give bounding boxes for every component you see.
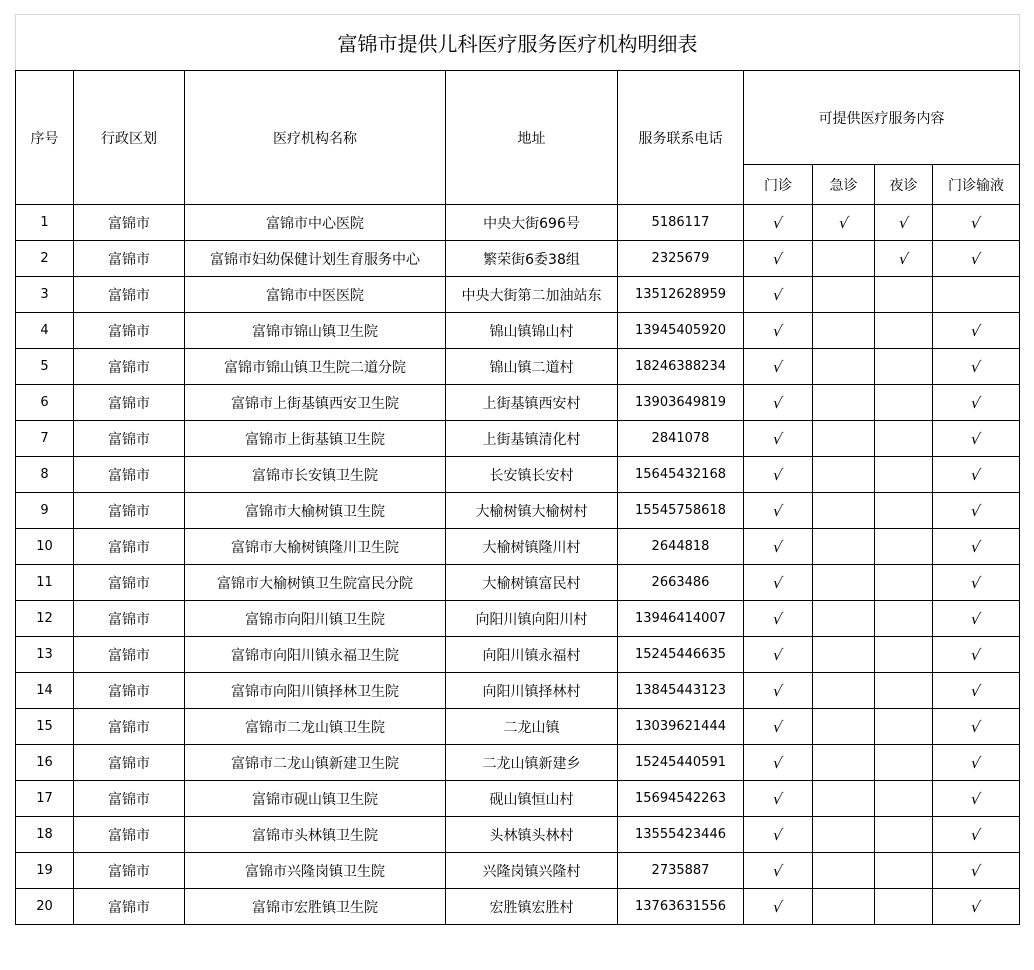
cell-night [875, 637, 933, 673]
cell-infusion [933, 205, 1020, 241]
cell-emergency [813, 421, 875, 457]
cell-institution-name: 富锦市向阳川镇卫生院 [185, 601, 446, 637]
cell-emergency [813, 349, 875, 385]
cell-institution-name: 富锦市上街基镇卫生院 [185, 421, 446, 457]
cell-district: 富锦市 [74, 853, 185, 889]
cell-district: 富锦市 [74, 781, 185, 817]
cell-institution-name: 富锦市大榆树镇卫生院富民分院 [185, 565, 446, 601]
cell-emergency [813, 277, 875, 313]
cell-institution-name: 富锦市妇幼保健计划生育服务中心 [185, 241, 446, 277]
cell-address: 锦山镇锦山村 [446, 313, 618, 349]
table-row [16, 349, 1020, 385]
cell-night [875, 709, 933, 745]
cell-district: 富锦市 [74, 313, 185, 349]
check-mark-icon: √ [969, 897, 983, 916]
cell-address: 上街基镇清化村 [446, 421, 618, 457]
cell-emergency [813, 709, 875, 745]
cell-outpatient [744, 493, 813, 529]
cell-address: 上街基镇西安村 [446, 385, 618, 421]
check-mark-icon: √ [771, 573, 785, 592]
cell-district: 富锦市 [74, 709, 185, 745]
cell-infusion [933, 349, 1020, 385]
header-outpatient: 门诊 [744, 165, 813, 205]
cell-emergency [813, 457, 875, 493]
cell-address: 二龙山镇新建乡 [446, 745, 618, 781]
cell-seq: 4 [16, 313, 74, 349]
check-mark-icon: √ [969, 825, 983, 844]
table-body [16, 205, 1020, 925]
cell-infusion [933, 889, 1020, 925]
cell-phone: 15645432168 [618, 457, 744, 493]
table-row [16, 673, 1020, 709]
cell-phone: 15545758618 [618, 493, 744, 529]
cell-phone: 13946414007 [618, 601, 744, 637]
cell-institution-name: 富锦市中医医院 [185, 277, 446, 313]
institution-table [15, 14, 1020, 925]
check-mark-icon: √ [969, 501, 983, 520]
table-row [16, 601, 1020, 637]
cell-night [875, 781, 933, 817]
cell-infusion [933, 457, 1020, 493]
cell-outpatient [744, 205, 813, 241]
cell-address: 大榆树镇隆川村 [446, 529, 618, 565]
table-title: 富锦市提供儿科医疗服务医疗机构明细表 [16, 15, 1020, 71]
cell-seq: 12 [16, 601, 74, 637]
cell-district: 富锦市 [74, 529, 185, 565]
cell-infusion [933, 421, 1020, 457]
cell-phone: 2663486 [618, 565, 744, 601]
cell-emergency [813, 565, 875, 601]
cell-address: 向阳川镇向阳川村 [446, 601, 618, 637]
cell-seq: 10 [16, 529, 74, 565]
cell-seq: 18 [16, 817, 74, 853]
cell-outpatient [744, 853, 813, 889]
cell-emergency [813, 853, 875, 889]
table-row [16, 493, 1020, 529]
cell-infusion [933, 601, 1020, 637]
cell-outpatient [744, 673, 813, 709]
check-mark-icon: √ [771, 861, 785, 880]
header-seq: 序号 [16, 71, 74, 205]
cell-outpatient [744, 529, 813, 565]
cell-infusion [933, 313, 1020, 349]
check-mark-icon: √ [969, 573, 983, 592]
cell-night [875, 673, 933, 709]
cell-address: 二龙山镇 [446, 709, 618, 745]
cell-address: 大榆树镇富民村 [446, 565, 618, 601]
cell-district: 富锦市 [74, 421, 185, 457]
cell-phone: 13845443123 [618, 673, 744, 709]
cell-outpatient [744, 277, 813, 313]
check-mark-icon: √ [771, 789, 785, 808]
cell-infusion [933, 853, 1020, 889]
header-infusion: 门诊输液 [933, 165, 1020, 205]
cell-emergency [813, 205, 875, 241]
cell-seq: 13 [16, 637, 74, 673]
cell-emergency [813, 493, 875, 529]
check-mark-icon: √ [969, 681, 983, 700]
table-row [16, 205, 1020, 241]
cell-night [875, 421, 933, 457]
cell-institution-name: 富锦市二龙山镇卫生院 [185, 709, 446, 745]
cell-outpatient [744, 565, 813, 601]
cell-phone: 18246388234 [618, 349, 744, 385]
cell-phone: 15245440591 [618, 745, 744, 781]
check-mark-icon: √ [771, 465, 785, 484]
cell-night [875, 457, 933, 493]
cell-infusion [933, 493, 1020, 529]
check-mark-icon: √ [969, 357, 983, 376]
cell-night [875, 565, 933, 601]
cell-emergency [813, 241, 875, 277]
cell-outpatient [744, 637, 813, 673]
cell-district: 富锦市 [74, 601, 185, 637]
cell-institution-name: 富锦市锦山镇卫生院 [185, 313, 446, 349]
cell-night [875, 889, 933, 925]
header-name: 医疗机构名称 [185, 71, 446, 205]
header-address: 地址 [446, 71, 618, 205]
cell-night [875, 205, 933, 241]
cell-institution-name: 富锦市向阳川镇永福卫生院 [185, 637, 446, 673]
table-row [16, 277, 1020, 313]
cell-seq: 3 [16, 277, 74, 313]
cell-address: 繁荣街6委38组 [446, 241, 618, 277]
cell-district: 富锦市 [74, 385, 185, 421]
cell-phone: 13512628959 [618, 277, 744, 313]
cell-address: 向阳川镇择林村 [446, 673, 618, 709]
check-mark-icon: √ [771, 897, 785, 916]
cell-outpatient [744, 385, 813, 421]
header-district: 行政区划 [74, 71, 185, 205]
check-mark-icon: √ [969, 717, 983, 736]
cell-seq: 7 [16, 421, 74, 457]
cell-address: 兴隆岗镇兴隆村 [446, 853, 618, 889]
cell-district: 富锦市 [74, 889, 185, 925]
cell-seq: 20 [16, 889, 74, 925]
cell-seq: 11 [16, 565, 74, 601]
cell-night [875, 493, 933, 529]
table-row [16, 637, 1020, 673]
institution-sheet [15, 14, 1019, 925]
cell-institution-name: 富锦市头林镇卫生院 [185, 817, 446, 853]
cell-district: 富锦市 [74, 277, 185, 313]
check-mark-icon: √ [771, 681, 785, 700]
cell-institution-name: 富锦市向阳川镇择林卫生院 [185, 673, 446, 709]
cell-seq: 8 [16, 457, 74, 493]
cell-institution-name: 富锦市二龙山镇新建卫生院 [185, 745, 446, 781]
cell-seq: 1 [16, 205, 74, 241]
cell-outpatient [744, 781, 813, 817]
cell-night [875, 241, 933, 277]
cell-outpatient [744, 457, 813, 493]
check-mark-icon: √ [969, 861, 983, 880]
cell-phone: 2735887 [618, 853, 744, 889]
cell-institution-name: 富锦市砚山镇卫生院 [185, 781, 446, 817]
cell-night [875, 601, 933, 637]
check-mark-icon: √ [969, 393, 983, 412]
check-mark-icon: √ [771, 753, 785, 772]
cell-address: 锦山镇二道村 [446, 349, 618, 385]
check-mark-icon: √ [837, 213, 850, 232]
cell-institution-name: 富锦市宏胜镇卫生院 [185, 889, 446, 925]
cell-district: 富锦市 [74, 745, 185, 781]
cell-district: 富锦市 [74, 673, 185, 709]
cell-seq: 17 [16, 781, 74, 817]
cell-night [875, 313, 933, 349]
cell-night [875, 817, 933, 853]
cell-night [875, 277, 933, 313]
cell-seq: 15 [16, 709, 74, 745]
cell-phone: 13039621444 [618, 709, 744, 745]
cell-phone: 2644818 [618, 529, 744, 565]
check-mark-icon: √ [897, 249, 910, 268]
cell-outpatient [744, 601, 813, 637]
cell-phone: 13945405920 [618, 313, 744, 349]
cell-seq: 16 [16, 745, 74, 781]
cell-infusion [933, 277, 1020, 313]
cell-seq: 6 [16, 385, 74, 421]
check-mark-icon: √ [771, 393, 785, 412]
cell-emergency [813, 745, 875, 781]
cell-infusion [933, 673, 1020, 709]
cell-outpatient [744, 349, 813, 385]
cell-institution-name: 富锦市大榆树镇隆川卫生院 [185, 529, 446, 565]
table-row [16, 241, 1020, 277]
cell-district: 富锦市 [74, 565, 185, 601]
cell-night [875, 745, 933, 781]
cell-address: 向阳川镇永福村 [446, 637, 618, 673]
cell-emergency [813, 385, 875, 421]
check-mark-icon: √ [969, 753, 983, 772]
cell-outpatient [744, 421, 813, 457]
cell-emergency [813, 889, 875, 925]
check-mark-icon: √ [969, 465, 983, 484]
cell-district: 富锦市 [74, 241, 185, 277]
cell-district: 富锦市 [74, 349, 185, 385]
cell-phone: 15694542263 [618, 781, 744, 817]
cell-outpatient [744, 313, 813, 349]
cell-emergency [813, 601, 875, 637]
cell-emergency [813, 529, 875, 565]
check-mark-icon: √ [969, 789, 983, 808]
cell-seq: 9 [16, 493, 74, 529]
cell-district: 富锦市 [74, 205, 185, 241]
cell-outpatient [744, 241, 813, 277]
cell-address: 宏胜镇宏胜村 [446, 889, 618, 925]
check-mark-icon: √ [969, 321, 983, 340]
cell-address: 长安镇长安村 [446, 457, 618, 493]
cell-night [875, 385, 933, 421]
header-emergency: 急诊 [813, 165, 875, 205]
cell-district: 富锦市 [74, 493, 185, 529]
cell-seq: 14 [16, 673, 74, 709]
cell-emergency [813, 637, 875, 673]
cell-outpatient [744, 709, 813, 745]
cell-infusion [933, 529, 1020, 565]
cell-phone: 5186117 [618, 205, 744, 241]
cell-infusion [933, 637, 1020, 673]
check-mark-icon: √ [771, 285, 785, 304]
cell-infusion [933, 709, 1020, 745]
table-row [16, 781, 1020, 817]
cell-emergency [813, 781, 875, 817]
cell-institution-name: 富锦市中心医院 [185, 205, 446, 241]
table-row [16, 421, 1020, 457]
cell-phone: 15245446635 [618, 637, 744, 673]
check-mark-icon: √ [969, 537, 983, 556]
header-night: 夜诊 [875, 165, 933, 205]
cell-address: 大榆树镇大榆树村 [446, 493, 618, 529]
cell-institution-name: 富锦市大榆树镇卫生院 [185, 493, 446, 529]
cell-seq: 2 [16, 241, 74, 277]
cell-infusion [933, 241, 1020, 277]
cell-outpatient [744, 745, 813, 781]
table-row [16, 529, 1020, 565]
cell-emergency [813, 313, 875, 349]
cell-night [875, 349, 933, 385]
table-row [16, 817, 1020, 853]
cell-institution-name: 富锦市长安镇卫生院 [185, 457, 446, 493]
cell-address: 中央大街第二加油站东 [446, 277, 618, 313]
table-row [16, 313, 1020, 349]
cell-infusion [933, 781, 1020, 817]
cell-infusion [933, 745, 1020, 781]
cell-phone: 2841078 [618, 421, 744, 457]
cell-phone: 13555423446 [618, 817, 744, 853]
cell-infusion [933, 565, 1020, 601]
cell-institution-name: 富锦市锦山镇卫生院二道分院 [185, 349, 446, 385]
check-mark-icon: √ [969, 645, 983, 664]
cell-night [875, 853, 933, 889]
cell-outpatient [744, 889, 813, 925]
cell-address: 头林镇头林村 [446, 817, 618, 853]
table-row [16, 565, 1020, 601]
check-mark-icon: √ [897, 213, 910, 232]
cell-address: 砚山镇恒山村 [446, 781, 618, 817]
table-row [16, 385, 1020, 421]
check-mark-icon: √ [771, 825, 785, 844]
check-mark-icon: √ [771, 501, 785, 520]
cell-phone: 2325679 [618, 241, 744, 277]
cell-infusion [933, 385, 1020, 421]
cell-emergency [813, 673, 875, 709]
cell-institution-name: 富锦市兴隆岗镇卫生院 [185, 853, 446, 889]
cell-seq: 19 [16, 853, 74, 889]
cell-emergency [813, 817, 875, 853]
check-mark-icon: √ [771, 717, 785, 736]
check-mark-icon: √ [771, 645, 785, 664]
cell-address: 中央大街696号 [446, 205, 618, 241]
table-row [16, 457, 1020, 493]
cell-district: 富锦市 [74, 457, 185, 493]
check-mark-icon: √ [771, 357, 785, 376]
check-mark-icon: √ [969, 429, 983, 448]
cell-night [875, 529, 933, 565]
cell-institution-name: 富锦市上街基镇西安卫生院 [185, 385, 446, 421]
check-mark-icon: √ [771, 429, 785, 448]
table-row [16, 889, 1020, 925]
check-mark-icon: √ [969, 609, 983, 628]
table-row [16, 709, 1020, 745]
check-mark-icon: √ [969, 213, 983, 232]
table-row [16, 745, 1020, 781]
cell-district: 富锦市 [74, 817, 185, 853]
cell-district: 富锦市 [74, 637, 185, 673]
check-mark-icon: √ [771, 321, 785, 340]
cell-outpatient [744, 817, 813, 853]
header-services: 可提供医疗服务内容 [744, 71, 1020, 165]
header-phone: 服务联系电话 [618, 71, 744, 205]
cell-phone: 13763631556 [618, 889, 744, 925]
cell-phone: 13903649819 [618, 385, 744, 421]
check-mark-icon: √ [771, 609, 785, 628]
table-row [16, 853, 1020, 889]
cell-seq: 5 [16, 349, 74, 385]
cell-infusion [933, 817, 1020, 853]
check-mark-icon: √ [969, 249, 983, 268]
check-mark-icon: √ [771, 249, 785, 268]
check-mark-icon: √ [771, 537, 785, 556]
check-mark-icon: √ [771, 213, 785, 232]
